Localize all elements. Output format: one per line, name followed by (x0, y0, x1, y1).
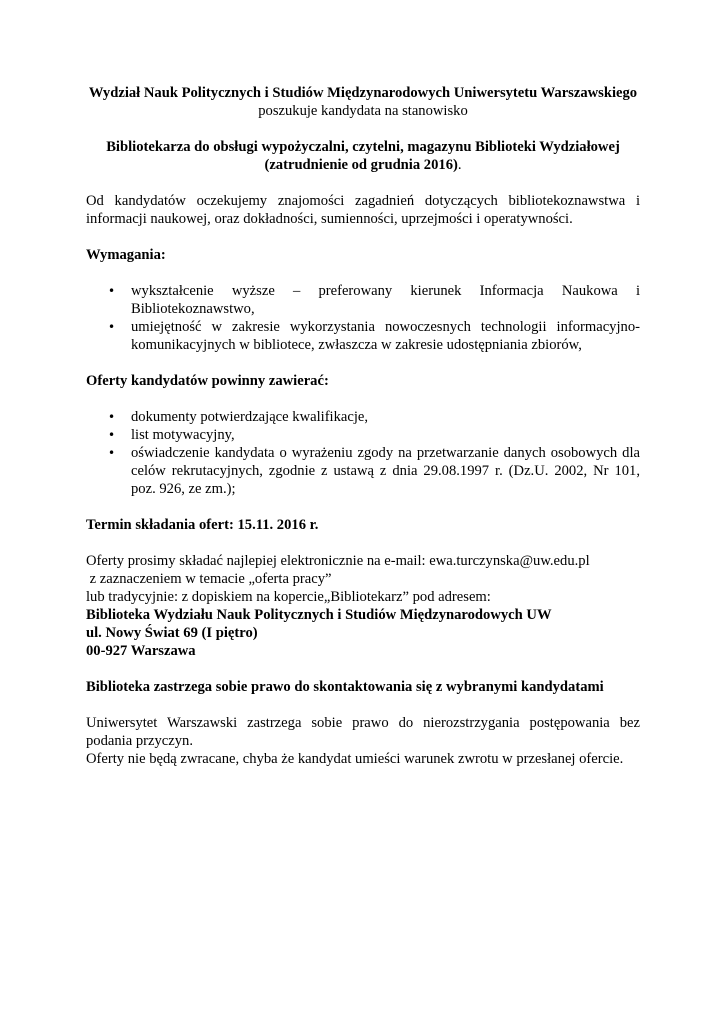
job-posting-document (86, 84, 640, 768)
requirement-1-line-1: wykształcenie wyższe – preferowany kierunek Informacja Naukowa i (131, 283, 640, 299)
bullet-icon: • (108, 284, 116, 298)
offer-item-3-line-1: oświadczenie kandydata o wyrażeniu zgody na przetwarzanie danych osobowych dla (131, 445, 640, 461)
requirement-2-line-1: umiejętność w zakresie wykorzystania nowoczesnych technologii informacyjno- (131, 319, 640, 335)
intro-line-2: informacji naukowej, oraz dokładności, sumienności, uprzejmości i operatywności. (86, 211, 573, 227)
employment-date-suffix: . (457, 157, 462, 173)
intro-line-1: Od kandydatów oczekujemy znajomości zagadnień dotyczących bibliotekoznawstwa i (86, 193, 640, 209)
requirements-heading: Wymagania: (86, 247, 166, 263)
deadline-text: Termin składania ofert: 15.11. 2016 r. (86, 517, 319, 533)
list-item (86, 408, 640, 426)
list-item (86, 444, 640, 498)
faculty-heading: Wydział Nauk Politycznych i Studiów Międzynarodowych Uniwersytetu Warszawskiego (88, 85, 638, 101)
employment-date: (zatrudnienie od grudnia 2016) (264, 157, 458, 173)
requirement-2-line-2: komunikacyjnych w bibliotece, zwłaszcza w zakresie udostępniania zbiorów, (131, 337, 582, 353)
offers-list (86, 408, 640, 498)
bullet-icon: • (108, 428, 116, 442)
submission-line-2: z zaznaczeniem w temacie „oferta pracy” (86, 571, 332, 587)
offer-item-3-line-3: poz. 926, ze zm.); (131, 481, 236, 497)
bullet-icon: • (108, 446, 116, 460)
employment-date-line (86, 156, 640, 174)
submission-line-3: lub tradycyjnie: z dopiskiem na kopercie„Bibliotekarz” pod adresem: (86, 589, 491, 605)
list-item (86, 282, 640, 318)
closing-line-3: Oferty nie będą zwracane, chyba że kandydat umieści warunek zwrotu w przesłanej ofercie. (86, 751, 624, 767)
contact-notice: Biblioteka zastrzega sobie prawo do skontaktowania się z wybranymi kandydatami (86, 679, 604, 695)
offer-item-1: dokumenty potwierdzające kwalifikacje, (131, 409, 369, 425)
seeking-line: poszukuje kandydata na stanowisko (258, 103, 468, 119)
list-item (86, 318, 640, 354)
bullet-icon: • (108, 320, 116, 334)
address-street: ul. Nowy Świat 69 (I piętro) (86, 625, 258, 641)
offer-item-3-line-2: celów rekrutacyjnych, zgodnie z ustawą z dnia 29.08.1997 r. (Dz.U. 2002, Nr 101, (131, 463, 640, 479)
offers-heading: Oferty kandydatów powinny zawierać: (86, 373, 329, 389)
address-library: Biblioteka Wydziału Nauk Politycznych i Studiów Międzynarodowych UW (86, 607, 552, 623)
submission-line-1: Oferty prosimy składać najlepiej elektronicznie na e-mail: ewa.turczynska@uw.edu.pl (86, 553, 590, 569)
requirement-1-line-2: Bibliotekoznawstwo, (131, 301, 255, 317)
list-item (86, 426, 640, 444)
bullet-icon: • (108, 410, 116, 424)
requirements-list (86, 282, 640, 354)
closing-line-1: Uniwersytet Warszawski zastrzega sobie prawo do nierozstrzygania postępowania bez (86, 715, 640, 731)
address-city: 00-927 Warszawa (86, 643, 196, 659)
closing-line-2: podania przyczyn. (86, 733, 193, 749)
position-title: Bibliotekarza do obsługi wypożyczalni, czytelni, magazynu Biblioteki Wydziałowej (106, 139, 620, 155)
offer-item-2: list motywacyjny, (131, 427, 235, 443)
